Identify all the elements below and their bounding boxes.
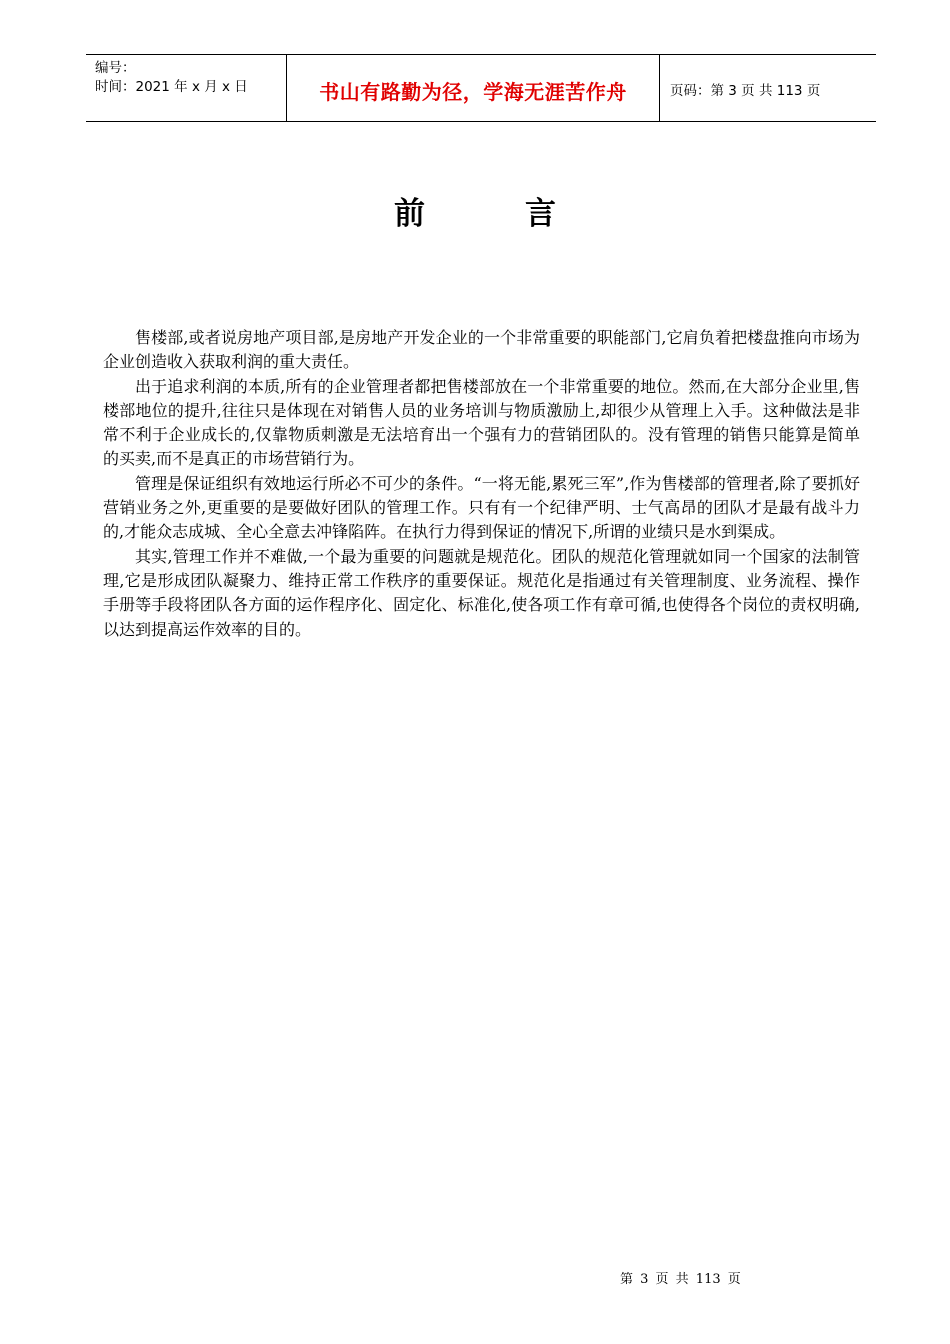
header-page-info: 页码：第 3 页 共 113 页 bbox=[670, 83, 821, 99]
number-label: 编号： bbox=[95, 60, 136, 76]
paragraph: 售楼部,或者说房地产项目部,是房地产开发企业的一个非常重要的职能部门,它肩负着把楼盘推向市场为企业创造收入获取利润的重大责任。 bbox=[103, 328, 860, 372]
title-char-2: 言 bbox=[525, 196, 556, 232]
paragraph: 其实,管理工作并不难做,一个最为重要的问题就是规范化。团队的规范化管理就如同一个国家的法制管理,它是形成团队凝聚力、维持正常工作秩序的重要保证。规范化是指通过有关管理制度、业务流程、操作手册等手段将团队各方面的运作程序化、固定化、标准化,使各项工作有章可循,也使得各个岗位的责权明确,以达到提高运作效率的目的。 bbox=[103, 546, 860, 639]
preface-body bbox=[103, 326, 860, 642]
page-header bbox=[86, 54, 876, 122]
paragraph: 出于追求利润的本质,所有的企业管理者都把售楼部放在一个非常重要的地位。然而,在大部分企业里,售楼部地位的提升,往往只是体现在对销售人员的业务培训与物质激励上,却很少从管理上入手。这种做法是非常不利于企业成长的,仅靠物质刺激是无法培育出一个强有力的营销团队的。没有管理的销售只能算是简单的买卖,而不是真正的市场营销行为。 bbox=[103, 376, 860, 469]
title-char-1: 前 bbox=[394, 196, 425, 232]
paragraph: 管理是保证组织有效地运行所必不可少的条件。“一将无能,累死三军”,作为售楼部的管理者,除了要抓好营销业务之外,更重要的是要做好团队的管理工作。只有有一个纪律严明、士气高昂的团队才是最有战斗力的,才能众志成城、全心全意去冲锋陷阵。在执行力得到保证的情况下,所谓的业绩只是水到渠成。 bbox=[103, 473, 860, 542]
time-label: 时间：2021 年 x 月 x 日 bbox=[95, 79, 248, 95]
header-divider bbox=[659, 55, 660, 122]
page-title bbox=[0, 188, 950, 233]
header-motto: 书山有路勤为径，学海无涯苦作舟 bbox=[319, 80, 627, 104]
header-meta bbox=[95, 59, 248, 97]
page-footer: 第 3 页 共 113 页 bbox=[620, 1272, 741, 1287]
